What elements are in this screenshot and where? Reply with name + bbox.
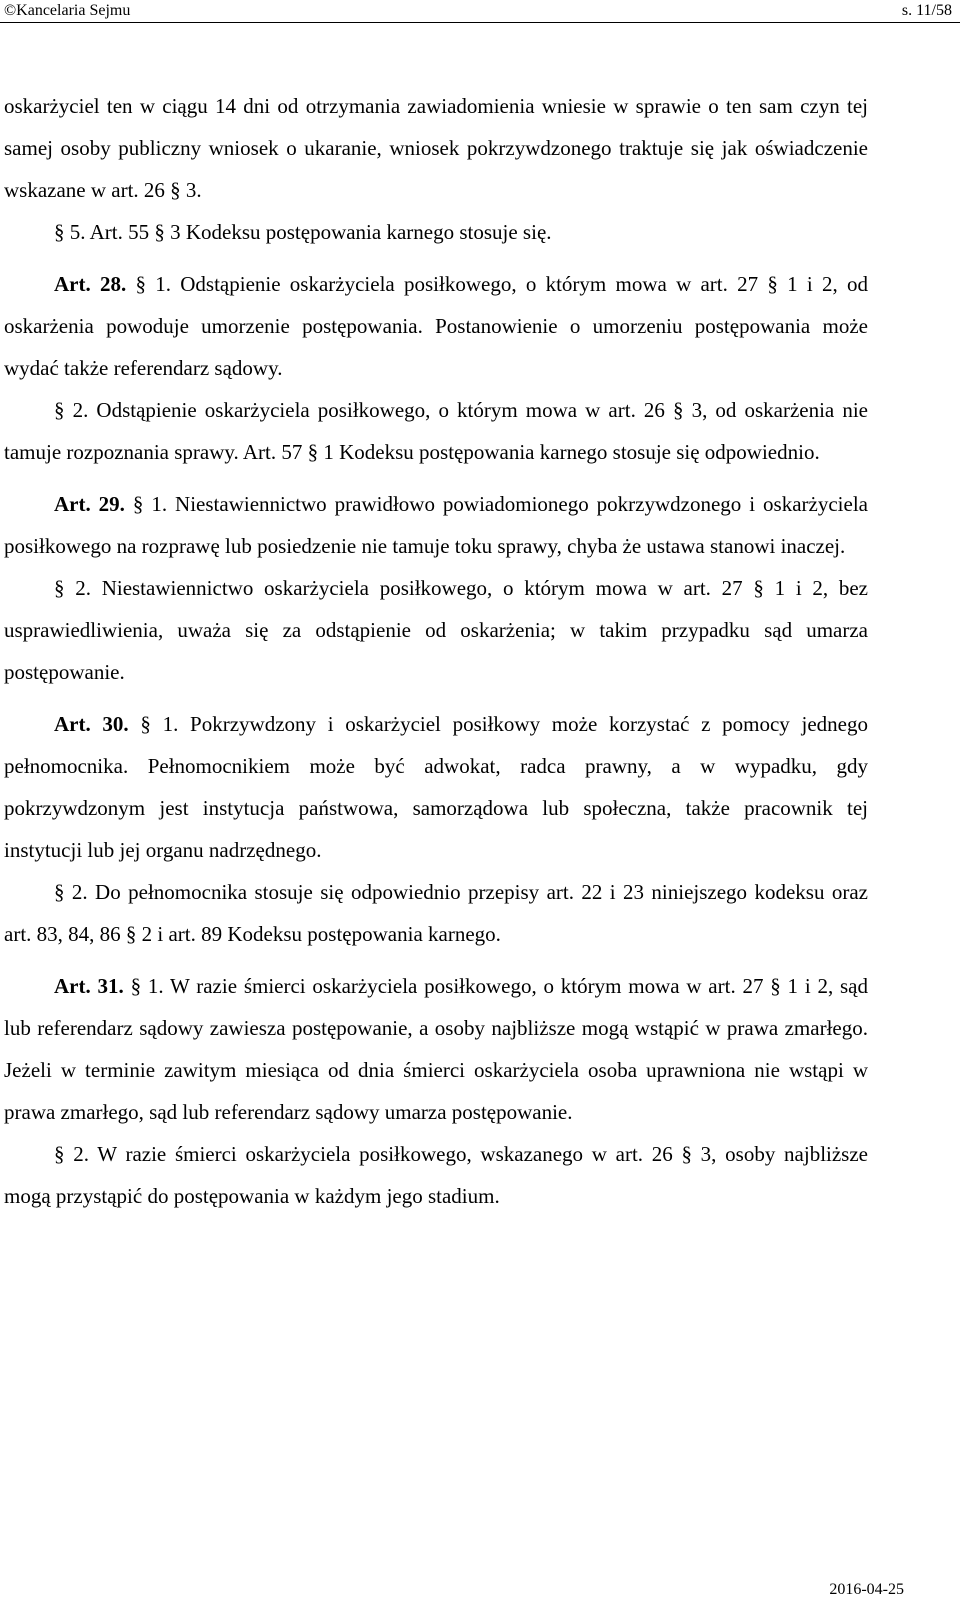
article-29-par2 bbox=[4, 567, 868, 693]
document-body bbox=[4, 85, 868, 1217]
paragraph-art27-par5 bbox=[4, 211, 868, 253]
article-28-par1 bbox=[4, 263, 868, 389]
paragraph-text: § 5. Art. 55 § 3 Kodeksu postępowania karnego stosuje się. bbox=[54, 220, 552, 244]
article-31-par1 bbox=[4, 965, 868, 1133]
article-30-par1 bbox=[4, 703, 868, 871]
article-number: Art. 30. bbox=[54, 712, 129, 736]
paragraph-text: § 2. Do pełnomocnika stosuje się odpowiednio przepisy art. 22 i 23 niniejszego kodeksu oraz art. 83, 84, 86 § 2 i art. 89 Kodeksu postępowania karnego. bbox=[4, 880, 868, 946]
paragraph-continuation bbox=[4, 85, 868, 211]
article-number: Art. 31. bbox=[54, 974, 124, 998]
article-31-par2 bbox=[4, 1133, 868, 1217]
paragraph-text: oskarżyciel ten w ciągu 14 dni od otrzymania zawiadomienia wniesie w sprawie o ten sam czyn tej samej osoby publiczny wniosek o ukaranie, wniosek pokrzywdzonego traktuje się jak oświadczenie wskazane w art. 26 § 3. bbox=[4, 94, 868, 202]
article-number: Art. 28. bbox=[54, 272, 127, 296]
page-header bbox=[0, 0, 960, 22]
paragraph-text: § 2. Odstąpienie oskarżyciela posiłkowego, o którym mowa w art. 26 § 3, od oskarżenia nie tamuje rozpoznania sprawy. Art. 57 § 1 Kodeksu postępowania karnego stosuje się odpowiednio. bbox=[4, 398, 868, 464]
page-number: s. 11/58 bbox=[901, 2, 952, 19]
article-29-par1 bbox=[4, 483, 868, 567]
header-rule bbox=[0, 22, 960, 23]
article-28-par2 bbox=[4, 389, 868, 473]
footer-date: 2016-04-25 bbox=[829, 1581, 904, 1598]
article-30-par2 bbox=[4, 871, 868, 955]
copyright-label: ©Kancelaria Sejmu bbox=[4, 2, 131, 19]
paragraph-text: § 2. Niestawiennictwo oskarżyciela posiłkowego, o którym mowa w art. 27 § 1 i 2, bez usprawiedliwienia, uważa się za odstąpienie od oskarżenia; w takim przypadku sąd umarza postępowanie. bbox=[4, 576, 868, 684]
paragraph-text: § 1. Odstąpienie oskarżyciela posiłkowego, o którym mowa w art. 27 § 1 i 2, od oskarżenia powoduje umorzenie postępowania. Postanowienie o umorzeniu postępowania może wydać także referendarz sądowy. bbox=[4, 272, 868, 380]
article-number: Art. 29. bbox=[54, 492, 125, 516]
paragraph-text: § 1. W razie śmierci oskarżyciela posiłkowego, o którym mowa w art. 27 § 1 i 2, sąd lub referendarz sądowy zawiesza postępowanie, a osoby najbliższe mogą wstąpić w prawa zmarłego. Jeżeli w terminie zawitym miesiąca od dnia śmierci oskarżyciela osoba uprawniona nie wstąpi w prawa zmarłego, sąd lub referendarz sądowy umarza postępowanie. bbox=[4, 974, 869, 1124]
paragraph-text: § 2. W razie śmierci oskarżyciela posiłkowego, wskazanego w art. 26 § 3, osoby najbliższe mogą przystąpić do postępowania w każdym jego stadium. bbox=[4, 1142, 868, 1208]
paragraph-text: § 1. Pokrzywdzony i oskarżyciel posiłkowy może korzystać z pomocy jednego pełnomocnika. Pełnomocnikiem może być adwokat, radca prawny, a w wypadku, gdy pokrzywdzonym jest instytucja państwowa, samorządowa lub społeczna, także pracownik tej instytucji lub jej organu nadrzędnego. bbox=[4, 712, 868, 862]
paragraph-text: § 1. Niestawiennictwo prawidłowo powiadomionego pokrzywdzonego i oskarżyciela posiłkowego na rozprawę lub posiedzenie nie tamuje toku sprawy, chyba że ustawa stanowi inaczej. bbox=[4, 492, 868, 558]
